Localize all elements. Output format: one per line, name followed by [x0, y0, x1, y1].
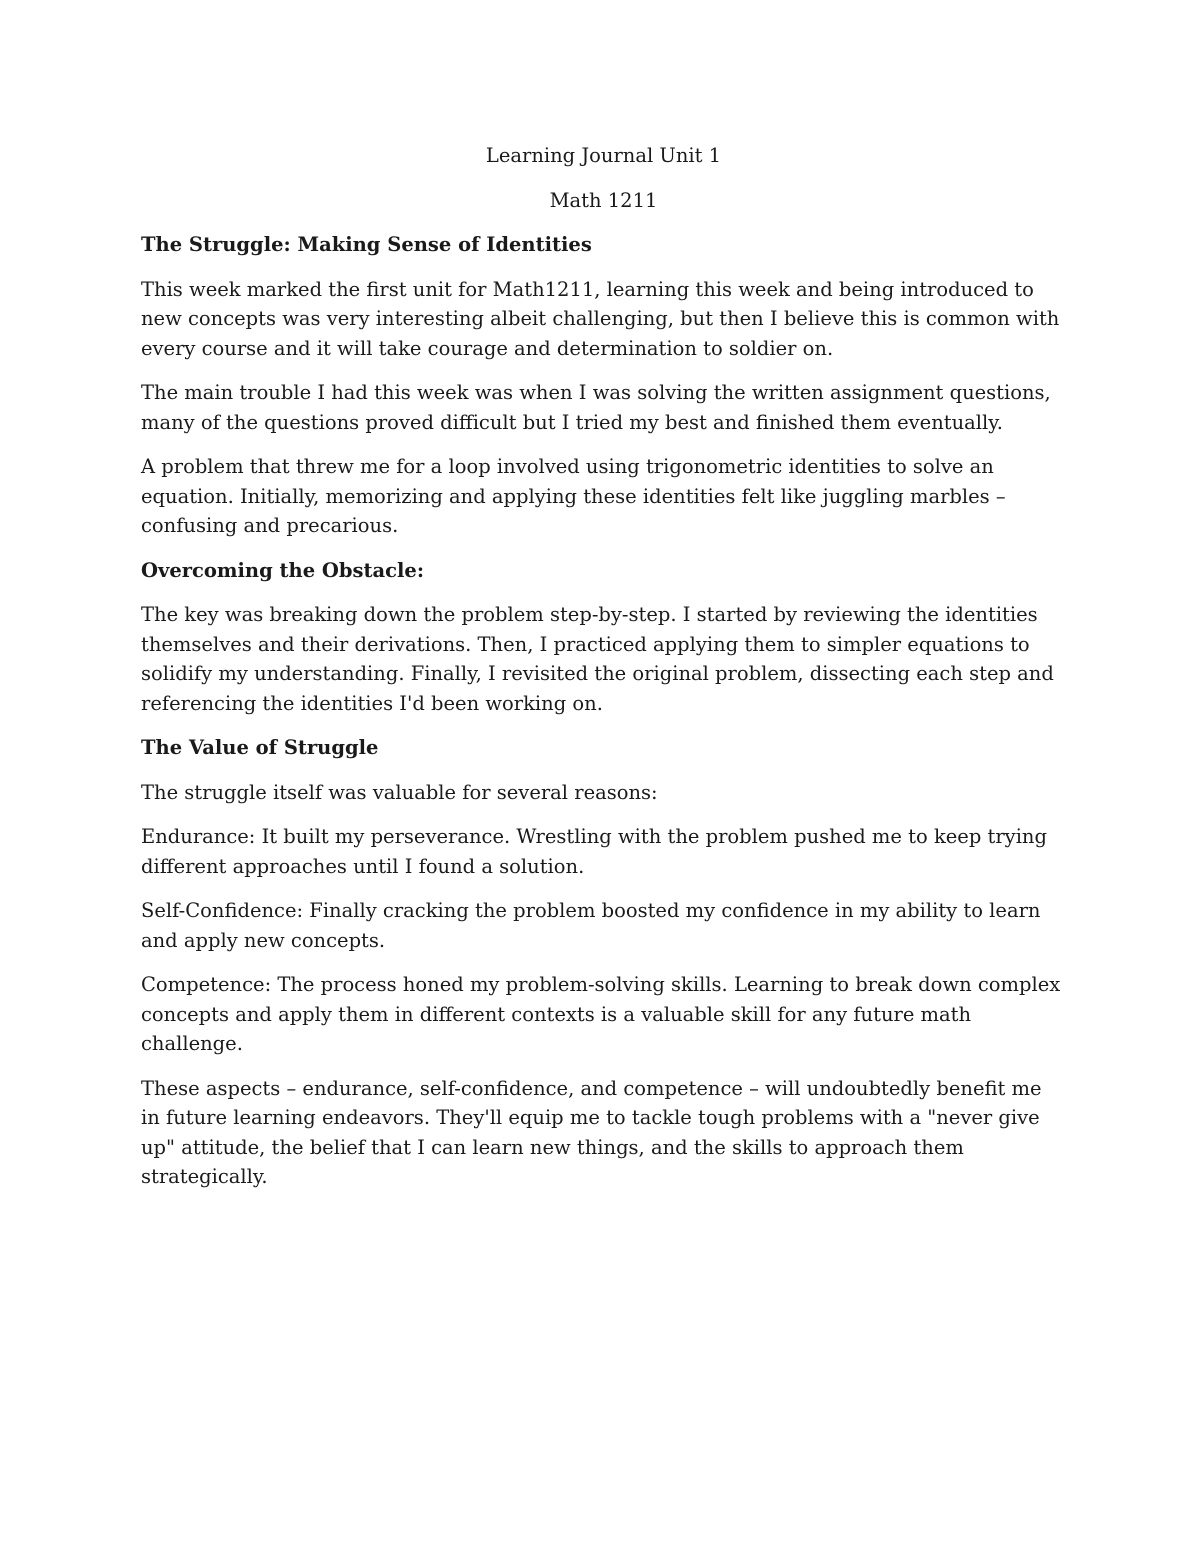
- paragraph: Competence: The process honed my problem-solving skills. Learning to break down complex concepts and apply them in different contexts is a valuable skill for any future math challenge.: [141, 973, 1061, 1055]
- paragraph: A problem that threw me for a loop involved using trigonometric identities to solve an equation. Initially, memorizing and applying these identities felt like juggling marbles – confusing and precarious.: [141, 455, 1006, 537]
- paragraph: The struggle itself was valuable for several reasons:: [141, 780, 658, 804]
- section-overcoming: [141, 556, 1066, 719]
- section-value: [141, 733, 1066, 1192]
- document-body: [141, 141, 1066, 1207]
- paragraph: These aspects – endurance, self-confidence, and competence – will undoubtedly benefit me in future learning endeavors. They'll equip me to tackle tough problems with a "never give up" attitude, the belief that I can learn new things, and the skills to approach them strategically.: [141, 1076, 1042, 1188]
- paragraph: The main trouble I had this week was when I was solving the written assignment questions, many of the questions proved difficult but I tried my best and finished them eventually.: [141, 381, 1051, 434]
- paragraph: This week marked the first unit for Math1211, learning this week and being introduced to new concepts was very interesting albeit challenging, but then I believe this is common with every course and it will take courage and determination to soldier on.: [141, 277, 1060, 360]
- section-heading: The Struggle: Making Sense of Identities: [141, 233, 592, 256]
- paragraph: The key was breaking down the problem step-by-step. I started by reviewing the identities themselves and their derivations. Then, I practiced applying them to simpler equations to solidify my understanding. Finally, I revisited the original problem, dissecting each step and referencing the identities I'd been working on.: [141, 603, 1054, 715]
- paragraph: Endurance: It built my perseverance. Wrestling with the problem pushed me to keep trying different approaches until I found a solution.: [141, 825, 1047, 878]
- section-heading: Overcoming the Obstacle:: [141, 558, 425, 582]
- document-subtitle: Math 1211: [549, 188, 658, 212]
- section-struggle: [141, 230, 1066, 541]
- document-title: Learning Journal Unit 1: [485, 144, 722, 167]
- section-heading: The Value of Struggle: [141, 736, 379, 759]
- paragraph: Self-Confidence: Finally cracking the problem boosted my confidence in my ability to learn and apply new concepts.: [141, 899, 1041, 952]
